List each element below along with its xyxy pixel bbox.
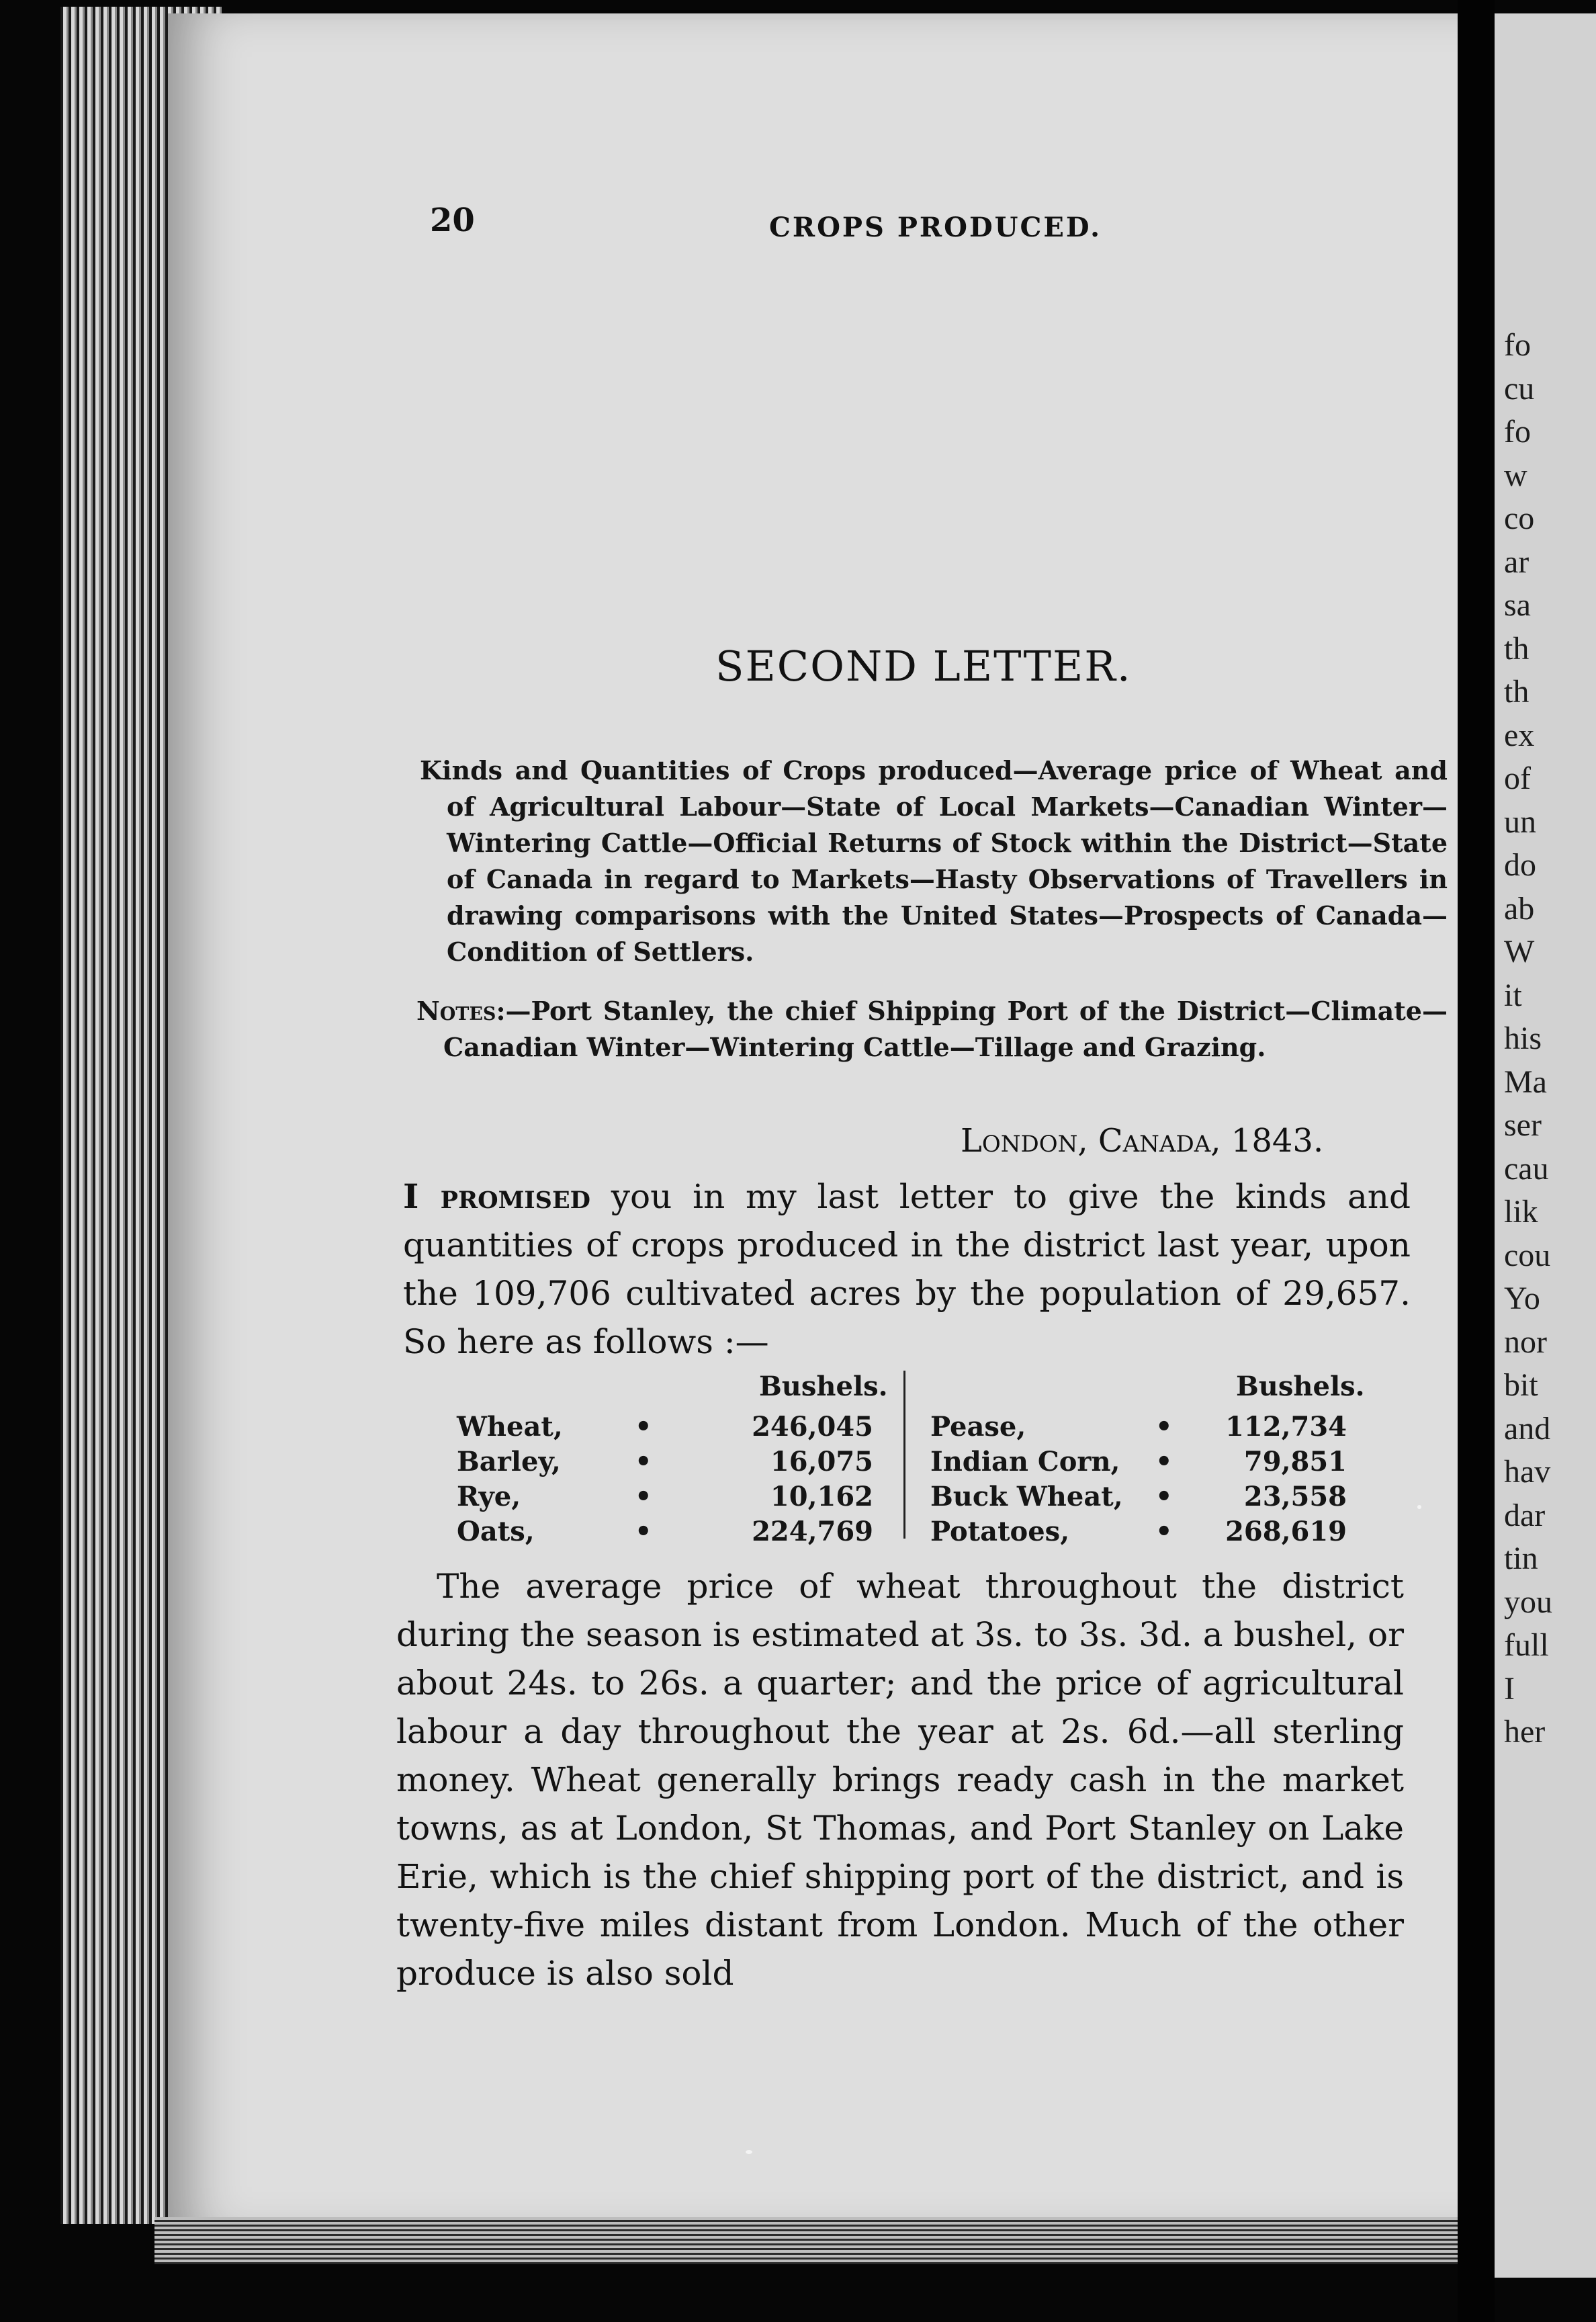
table-row: Pease, • 112,734 — [930, 1411, 1347, 1443]
facing-page-fragment: lik — [1504, 1194, 1538, 1230]
table-row: Wheat, • 246,045 — [457, 1411, 873, 1443]
paragraph-1-text: you in my last letter to give the kinds and quantities of crops produced in the district last year, upon the 109,706 cultivated acres by the population of 29,657. So here as follows :— — [403, 1177, 1411, 1361]
crop-value: 246,045 — [752, 1411, 873, 1443]
paragraph-1 — [403, 1172, 1411, 1366]
notes-text: :—Port Stanley, the chief Shipping Port of the District—Climate—Canadian Winter—Wintering Cattle—Tillage and Grazing. — [443, 996, 1448, 1062]
crop-name: Oats, — [457, 1516, 535, 1547]
facing-page-fragment: hav — [1504, 1454, 1551, 1490]
facing-page-fragment: nor — [1504, 1324, 1547, 1360]
notes-label: Notes — [416, 996, 496, 1026]
page-number: 20 — [430, 202, 475, 239]
facing-page-fragment: Yo — [1504, 1281, 1540, 1316]
paragraph-2: The average price of wheat throughout the district during the season is estimated at 3s. to 3s. 3d. a bushel, or about 24s. to 26s. a quarter; and the price of agricultural labour a day throughout the year at 2s. 6d.—all sterling money. Wheat generally brings ready cash in the market towns, as at London, St Thomas, and Port Stanley on Lake Erie, which is the chief shipping port of the district, and is twenty-five miles distant from London. Much of the other produce is also sold — [396, 1567, 1404, 1993]
paper-speck — [746, 2150, 752, 2154]
facing-page-fragment: ser — [1504, 1107, 1542, 1143]
facing-page — [1495, 13, 1596, 2278]
facing-page-fragment: th — [1504, 630, 1530, 666]
crop-name: Pease, — [930, 1411, 1026, 1443]
facing-page-fragment: cu — [1504, 370, 1535, 406]
letter-title: SECOND LETTER. — [715, 642, 1132, 691]
crop-value: 268,619 — [1225, 1516, 1347, 1547]
crop-value: 79,851 — [1243, 1446, 1347, 1477]
table-row: Barley, • 16,075 — [457, 1446, 873, 1477]
facing-page-fragment: th — [1504, 674, 1530, 710]
table-row: Oats, • 224,769 — [457, 1516, 873, 1547]
facing-page-fragment: ab — [1504, 890, 1535, 927]
crop-name: Buck Wheat, — [930, 1481, 1123, 1512]
crop-name: Wheat, — [457, 1411, 563, 1443]
facing-page-fragment: dar — [1504, 1497, 1546, 1533]
chapter-notes — [416, 993, 1448, 1066]
facing-page-fragment: full — [1504, 1627, 1549, 1663]
crop-value: 10,162 — [770, 1481, 873, 1512]
crop-value: 16,075 — [770, 1446, 873, 1477]
chapter-summary: Kinds and Quantities of Crops produced—Average price of Wheat and of Agricultural Labour—State of Local Markets—Canadian Winter—Wintering Cattle—Official Returns of Stock within the District—State of Canada in regard to Markets—Hasty Observations of Travellers in drawing comparisons with the United States—Prospects of Canada—Condition of Settlers. — [420, 755, 1448, 967]
facing-page-fragment: w — [1504, 457, 1527, 493]
facing-page-fragment: his — [1504, 1021, 1542, 1056]
crop-value: 23,558 — [1243, 1481, 1347, 1512]
facing-page-fragment: and — [1504, 1410, 1551, 1447]
facing-page-fragment: un — [1504, 804, 1536, 840]
running-head: CROPS PRODUCED. — [769, 212, 1102, 243]
table-divider — [903, 1371, 905, 1539]
facing-page-fragment: W — [1504, 934, 1535, 970]
crop-name: Indian Corn, — [930, 1446, 1120, 1477]
crop-name: Potatoes, — [930, 1516, 1070, 1547]
facing-page-fragment: do — [1504, 847, 1536, 883]
facing-page-fragment: tin — [1504, 1541, 1538, 1576]
crop-value: 112,734 — [1225, 1411, 1347, 1443]
dateline: London, Canada, 1843. — [961, 1122, 1324, 1160]
book-gutter — [1458, 0, 1495, 2322]
crop-name: Barley, — [457, 1446, 561, 1477]
facing-page-fragment: cau — [1504, 1150, 1549, 1187]
facing-page-fragment: fo — [1504, 327, 1531, 363]
facing-page-fragment: cou — [1504, 1237, 1551, 1273]
paragraph-1-lead: I promised — [403, 1176, 590, 1216]
table-row: Indian Corn, • 79,851 — [930, 1446, 1347, 1477]
table-row: Rye, • 10,162 — [457, 1481, 873, 1512]
crop-value: 224,769 — [752, 1516, 873, 1547]
crops-table — [457, 1371, 1365, 1547]
facing-page-fragment: you — [1504, 1584, 1552, 1620]
right-unit-header: Bushels. — [1236, 1371, 1365, 1402]
paper-speck — [1417, 1505, 1421, 1509]
facing-page-fragment: ar — [1504, 544, 1530, 580]
crop-name: Rye, — [457, 1481, 521, 1512]
facing-page-fragment: I — [1504, 1670, 1515, 1707]
facing-page-fragment: co — [1504, 501, 1535, 536]
facing-page-fragment: fo — [1504, 414, 1531, 449]
left-unit-header: Bushels. — [759, 1371, 888, 1402]
facing-page-fragment: Ma — [1504, 1064, 1547, 1100]
page-bottom-edges — [154, 2217, 1484, 2264]
facing-page-fragment: of — [1504, 761, 1531, 796]
table-row: Buck Wheat, • 23,558 — [930, 1481, 1347, 1512]
facing-page-fragment: her — [1504, 1714, 1546, 1750]
facing-page-fragment: bit — [1504, 1367, 1538, 1403]
facing-page-fragment: it — [1504, 977, 1522, 1013]
facing-page-fragment: ex — [1504, 717, 1535, 753]
facing-page-fragment: sa — [1504, 587, 1531, 623]
table-row: Potatoes, • 268,619 — [930, 1516, 1347, 1547]
